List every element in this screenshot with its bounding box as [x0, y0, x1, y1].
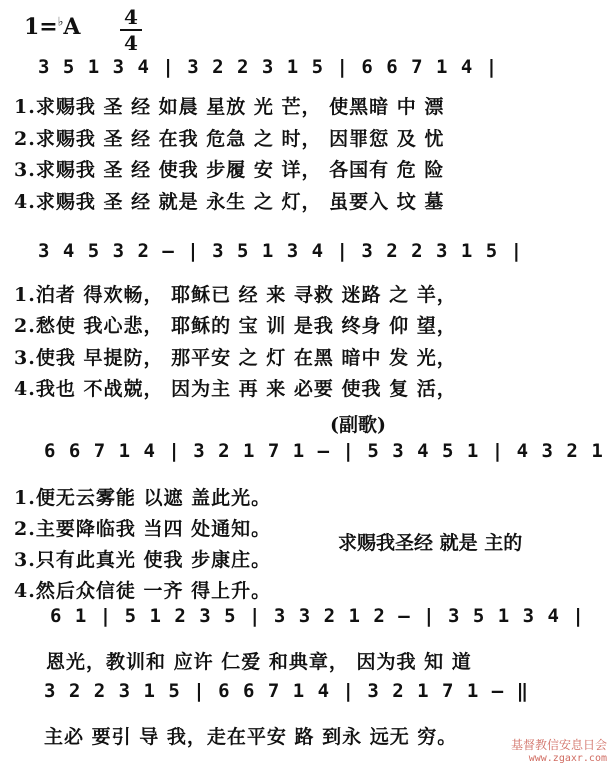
watermark — [511, 739, 607, 765]
notation-line-3: 6 6 7 1 4 | 3 2 1 7 1 — | 5 3 4 5 1 | 4 3 2 1 — [44, 440, 604, 462]
verse-4-line-3: 4.然后众信徒 一齐 得上升。 — [14, 580, 272, 602]
notation-line-1: 3 5 1 3 4 | 3 2 2 3 1 5 | 6 6 7 1 4 | — [38, 56, 499, 78]
watermark-site: www.zgaxr.com — [528, 753, 607, 764]
verse-1-line-2: 1.泊者 得欢畅， 耶稣已 经 来 寻救 迷路 之 羊， — [14, 284, 457, 306]
chorus-label: (副歌) — [330, 414, 386, 436]
key-note: A — [63, 14, 81, 40]
notation-line-5: 3 2 2 3 1 5 | 6 6 7 1 4 | 3 2 1 7 1 — ‖ — [44, 680, 530, 702]
key-prefix: 1= — [24, 14, 58, 40]
watermark-text: 基督教信安息日会 — [510, 738, 607, 752]
notation-line-2: 3 4 5 3 2 — | 3 5 1 3 4 | 3 2 2 3 1 5 | — [38, 240, 524, 262]
verse-3-line-2: 3.使我 早提防， 那平安 之 灯 在黑 暗中 发 光， — [14, 347, 457, 369]
verse-4-line-1: 4.求赐我 圣 经 就是 永生 之 灯， 虽要入 坟 墓 — [14, 191, 445, 213]
verse-4-line-2: 4.我也 不战兢， 因为主 再 来 必要 使我 复 活， — [14, 378, 457, 400]
time-signature-bottom: 4 — [124, 31, 138, 55]
verse-2-line-3: 2.主要降临我 当四 处通知。 — [14, 518, 272, 540]
verse-2-line-2: 2.愁使 我心悲， 耶稣的 宝 训 是我 终身 仰 望， — [14, 315, 457, 337]
verse-1-line-3: 1.便无云雾能 以遮 盖此光。 — [14, 487, 272, 509]
flat-sign: ♭ — [57, 14, 64, 29]
verse-1-line-1: 1.求赐我 圣 经 如晨 星放 光 芒， 使黑暗 中 漂 — [14, 96, 445, 118]
time-signature — [120, 6, 142, 54]
key-signature — [24, 14, 81, 40]
chorus-lyric-line-2: 主必 要引 导 我，走在平安 路 到永 远无 穷。 — [44, 726, 458, 748]
refrain-line: 求赐我圣经 就是 主的 — [338, 532, 523, 554]
time-signature-top: 4 — [124, 5, 138, 29]
notation-line-4: 6 1 | 5 1 2 3 5 | 3 3 2 1 2 — | 3 5 1 3 4 | — [50, 605, 585, 627]
verse-3-line-3: 3.只有此真光 使我 步康庄。 — [14, 549, 272, 571]
verse-2-line-1: 2.求赐我 圣 经 在我 危急 之 时， 因罪愆 及 忧 — [14, 128, 445, 150]
chorus-lyric-line-1: 恩光，教训和 应许 仁爱 和典章， 因为我 知 道 — [46, 651, 472, 673]
verse-3-line-1: 3.求赐我 圣 经 使我 步履 安 详， 各国有 危 险 — [14, 159, 445, 181]
